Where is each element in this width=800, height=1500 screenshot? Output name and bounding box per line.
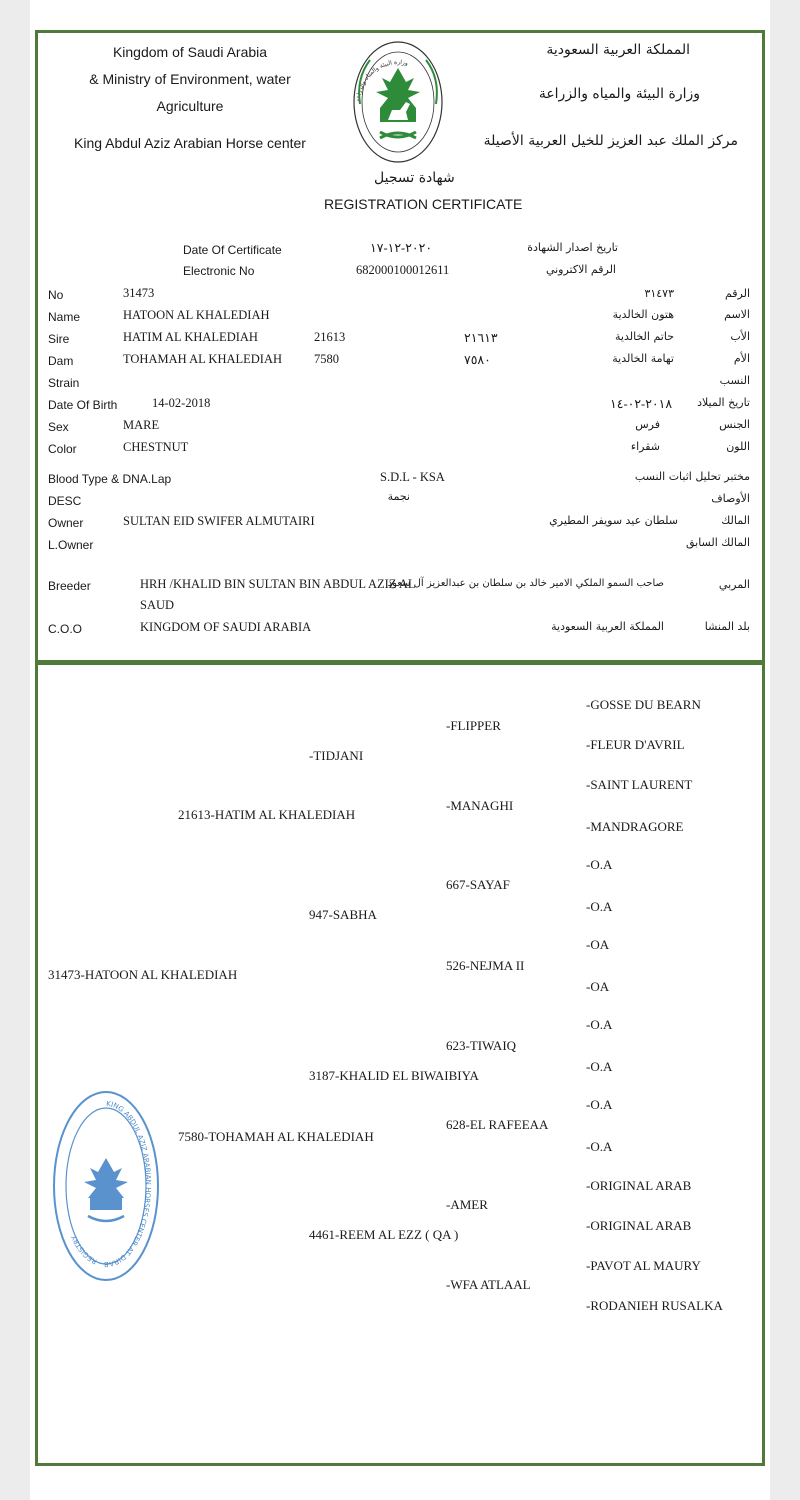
- owner-value: SULTAN EID SWIFER ALMUTAIRI: [123, 514, 315, 528]
- header-en-line2: & Ministry of Environment, water: [89, 71, 291, 87]
- sire-value-ar: حاتم الخالدية: [615, 330, 674, 343]
- name-label-ar: الاسم: [724, 308, 750, 321]
- dam-number-ar: ٧٥٨٠: [464, 353, 491, 367]
- title-ar: شهادة تسجيل: [374, 170, 455, 186]
- blood-type-value: S.D.L - KSA: [380, 470, 445, 484]
- ministry-logo: [350, 38, 446, 166]
- header-en-line3: Agriculture: [156, 98, 224, 114]
- color-label-ar: اللون: [726, 440, 750, 453]
- pedigree-sire: 21613-HATIM AL KHALEDIAH: [178, 807, 356, 822]
- desc-label: DESC: [48, 494, 82, 508]
- pedigree-gen4-item: -OA: [586, 937, 610, 952]
- pedigree-gen4-item: -ORIGINAL ARAB: [586, 1218, 692, 1233]
- header-en-center: King Abdul Aziz Arabian Horse center: [74, 135, 306, 151]
- pedigree-gen3-item: -MANAGHI: [446, 798, 514, 813]
- dam-value-ar: تهامة الخالدية: [612, 352, 674, 365]
- date-of-certificate-label: Date Of Certificate: [183, 243, 282, 257]
- swords-icon: [88, 1216, 124, 1221]
- dob-value: 14-02-2018: [152, 396, 211, 410]
- sex-label-ar: الجنس: [719, 418, 750, 431]
- title-en: REGISTRATION CERTIFICATE: [324, 196, 523, 212]
- header-ar-line1: المملكة العربية السعودية: [546, 42, 690, 58]
- pedigree-gen3-item: 628-EL RAFEEAA: [446, 1117, 549, 1132]
- pedigree-gen2-item: 4461-REEM AL EZZ ( QA ): [309, 1227, 459, 1242]
- pedigree-gen3-item: 623-TIWAIQ: [446, 1038, 517, 1053]
- pedigree-gen4-item: -O.A: [586, 1139, 613, 1154]
- owner-label-ar: المالك: [721, 514, 750, 527]
- pedigree-gen4-item: -FLEUR D'AVRIL: [586, 737, 685, 752]
- pedigree-gen4-item: -RODANIEH RUSALKA: [586, 1298, 723, 1313]
- palm-icon: [84, 1158, 128, 1210]
- date-of-certificate-label-ar: تاريخ اصدار الشهادة: [527, 241, 618, 254]
- sex-label: Sex: [48, 420, 69, 434]
- pedigree-gen4-item: -SAINT LAURENT: [586, 777, 693, 792]
- pedigree-gen4-item: -GOSSE DU BEARN: [586, 697, 701, 712]
- pedigree-gen4-item: -O.A: [586, 857, 613, 872]
- breeder-value-line1: HRH /KHALID BIN SULTAN BIN ABDUL AZIZ AL: [140, 577, 416, 591]
- sire-number-ar: ٢١٦١٣: [464, 331, 498, 345]
- pedigree-gen4-item: -PAVOT AL MAURY: [586, 1258, 701, 1273]
- dam-label: Dam: [48, 354, 74, 368]
- sex-value-ar: فرس: [635, 418, 660, 431]
- pedigree-gen3-item: -WFA ATLAAL: [446, 1277, 531, 1292]
- dam-value: TOHAMAH AL KHALEDIAH: [123, 352, 283, 366]
- pedigree-gen2-item: -TIDJANI: [309, 748, 364, 763]
- sire-number: 21613: [314, 330, 346, 344]
- pedigree-gen4-item: -OA: [586, 979, 610, 994]
- pedigree-subject: 31473-HATOON AL KHALEDIAH: [48, 967, 238, 982]
- no-label: No: [48, 288, 64, 302]
- swords-icon: [380, 132, 416, 138]
- coo-value-ar: المملكة العربية السعودية: [551, 620, 664, 633]
- no-value: 31473: [123, 286, 155, 300]
- pedigree-gen3-item: -FLIPPER: [446, 718, 501, 733]
- lowner-label: L.Owner: [48, 538, 94, 552]
- pedigree-gen4-item: -MANDRAGORE: [586, 819, 684, 834]
- sire-label-ar: الأب: [730, 330, 750, 343]
- pedigree-gen4-item: -O.A: [586, 1059, 613, 1074]
- name-label: Name: [48, 310, 81, 324]
- owner-label: Owner: [48, 516, 84, 530]
- dam-number: 7580: [314, 352, 339, 366]
- date-of-certificate-value: ٢٠٢٠-١٢-١٧: [370, 241, 433, 255]
- desc-label-ar: الأوصاف: [711, 492, 750, 505]
- header-en-line1: Kingdom of Saudi Arabia: [112, 44, 268, 60]
- coo-label-ar: بلد المنشا: [704, 620, 750, 633]
- blood-type-label-ar: مختبر تحليل اثبات النسب: [634, 470, 750, 483]
- pedigree-dam: 7580-TOHAMAH AL KHALEDIAH: [178, 1129, 374, 1144]
- blood-type-label: Blood Type & DNA.Lap: [48, 472, 172, 486]
- pedigree-gen2-item: 947-SABHA: [309, 907, 377, 922]
- color-value: CHESTNUT: [123, 440, 189, 454]
- pedigree-gen3-item: -AMER: [446, 1197, 488, 1212]
- owner-value-ar: سلطان عيد سويفر المطيري: [549, 514, 678, 527]
- pedigree-gen4-item: -O.A: [586, 1017, 613, 1032]
- color-value-ar: شقراء: [630, 440, 660, 453]
- no-value-ar: ٣١٤٧٣: [644, 287, 674, 300]
- logo-arc-text: وزارة البيئة والمياه والزراعة: [354, 58, 409, 103]
- electronic-no-label: Electronic No: [183, 264, 255, 278]
- palm-icon: [376, 68, 420, 122]
- name-value-ar: هتون الخالدية: [612, 308, 674, 321]
- header-ar-line2: وزارة البيئة والمياه والزراعة: [538, 86, 700, 102]
- strain-label: Strain: [48, 376, 80, 390]
- dob-label-ar: تاريخ الميلاد: [697, 396, 750, 409]
- electronic-no-label-ar: الرقم الاكتروني: [545, 263, 616, 276]
- pedigree-gen3-item: 667-SAYAF: [446, 877, 510, 892]
- dob-label: Date Of Birth: [48, 398, 118, 412]
- coo-value: KINGDOM OF SAUDI ARABIA: [140, 620, 312, 634]
- breeder-value-ar: صاحب السمو الملكي الامير خالد بن سلطان بن عبدالعزيز آل سعود: [387, 578, 664, 589]
- header-ar-center: مركز الملك عبد العزيز للخيل العربية الأصيلة: [483, 133, 738, 149]
- sex-value: MARE: [123, 418, 160, 432]
- pedigree-gen2-item: 3187-KHALID EL BIWAIBIYA: [309, 1068, 479, 1083]
- dam-label-ar: الأم: [733, 352, 750, 365]
- pedigree-gen4-item: -O.A: [586, 899, 613, 914]
- pedigree-gen4-item: -O.A: [586, 1097, 613, 1112]
- stamp-arc-text: KING ABDUL AZIZ ARABIAN HORSES CENTER AT DIRAB · REGISTRY: [70, 1099, 152, 1269]
- sire-label: Sire: [48, 332, 70, 346]
- name-value: HATOON AL KHALEDIAH: [123, 308, 270, 322]
- breeder-value-line2: SAUD: [140, 598, 175, 612]
- registry-stamp: [52, 1088, 160, 1284]
- pedigree-gen4-item: -ORIGINAL ARAB: [586, 1178, 692, 1193]
- color-label: Color: [48, 442, 77, 456]
- sire-value: HATIM AL KHALEDIAH: [123, 330, 258, 344]
- strain-label-ar: النسب: [719, 374, 750, 387]
- lowner-label-ar: المالك السابق: [685, 536, 750, 549]
- coo-label: C.O.O: [48, 622, 83, 636]
- pedigree-gen3-item: 526-NEJMA II: [446, 958, 525, 973]
- dob-value-ar: ٢٠١٨-٠٢-١٤: [610, 397, 673, 411]
- breeder-label-ar: المربي: [718, 578, 750, 591]
- desc-value-ar: نجمة: [387, 490, 410, 503]
- electronic-no-value: 682000100012611: [356, 263, 450, 277]
- breeder-label: Breeder: [48, 579, 91, 593]
- no-label-ar: الرقم: [724, 287, 750, 300]
